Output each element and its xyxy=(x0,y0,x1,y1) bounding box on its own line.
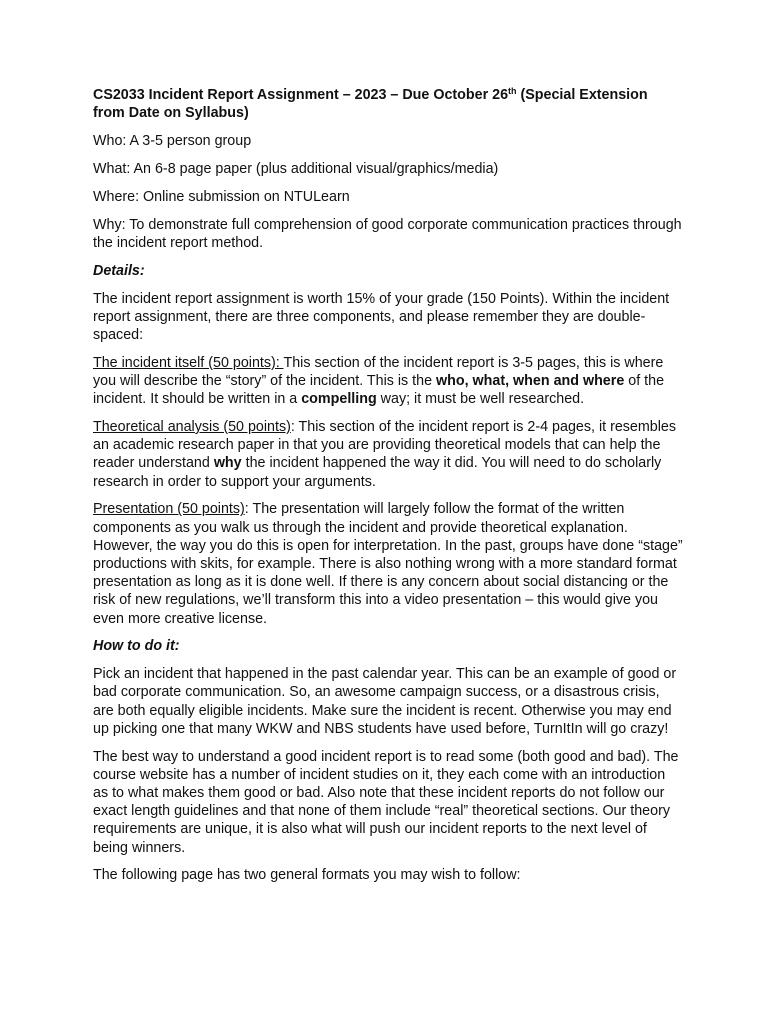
what-line: What: An 6-8 page paper (plus additional visual/graphics/media) xyxy=(93,161,499,178)
document-page xyxy=(93,86,683,894)
theory-text-1: : This section of the incident report is 2-4 pages, it resembles an academic research paper in that you are providing theoretical models that can help the reader understand xyxy=(93,419,677,472)
incident-bold-2: compelling xyxy=(301,391,377,408)
title-superscript: th xyxy=(508,86,517,96)
why-line: Why: To demonstrate full comprehension of good corporate communication practices through the incident report method. xyxy=(93,216,682,251)
theory-paragraph xyxy=(93,418,683,491)
howto-paragraph-3: The following page has two general formats you may wish to follow: xyxy=(93,867,521,884)
details-heading: Details: xyxy=(93,262,145,279)
theory-text-2: the incident happened the way it did. You will need to do scholarly research in order to support your arguments. xyxy=(93,455,662,490)
title-main: CS2033 Incident Report Assignment – 2023 – Due October 26 xyxy=(93,87,509,103)
incident-text-2: of the incident. It should be written in a xyxy=(93,373,665,408)
document-title xyxy=(93,86,683,122)
theory-bold-1: why xyxy=(213,455,242,472)
howto-paragraph-2: The best way to understand a good incident report is to read some (both good and bad). The course website has a number of incident studies on it, they each come with an introduction as to what makes them good or bad. Also note that these incident reports do not follow our exact length guidelines and that none of them include “real” theoretical sections. Our theory requirements are unique, it is also what will push our incident reports to the next level of being winners. xyxy=(93,748,679,856)
incident-paragraph xyxy=(93,354,683,409)
incident-text-1: This section of the incident report is 3-5 pages, this is where you will describe the “story” of the incident. This is the xyxy=(93,354,664,389)
presentation-text: : The presentation will largely follow the format of the written components as you walk us through the incident and provide theoretical explanation. However, the way you do this is open for interpretation. In the past, groups have done “stage” productions with skits, for example. There is also nothing wrong with a more standard format presentation as long as it is done well. If there is any concern about social distancing or the risk of new regulations, we’ll transform this into a video presentation – this would give you even more creative license. xyxy=(93,501,683,627)
incident-bold-1: who, what, when and where xyxy=(436,373,625,389)
incident-label: The incident itself (50 points): xyxy=(93,354,284,371)
presentation-paragraph xyxy=(93,500,683,627)
howto-paragraph-1: Pick an incident that happened in the past calendar year. This can be an example of good or bad corporate communication. So, an awesome campaign success, or a disastrous crisis, are both equally eligible incidents. Make sure the incident is recent. Otherwise you may end up picking one that many WKW and NBS students have used before, TurnItIn will go crazy! xyxy=(93,666,677,737)
howto-heading: How to do it: xyxy=(93,638,180,655)
presentation-label: Presentation (50 points) xyxy=(93,501,245,518)
theory-label: Theoretical analysis (50 points) xyxy=(93,419,291,435)
title-rest: (Special Extension from Date on Syllabus) xyxy=(93,87,648,122)
who-line: Who: A 3-5 person group xyxy=(93,133,252,150)
incident-text-3: way; it must be well researched. xyxy=(376,391,585,408)
details-intro: The incident report assignment is worth 15% of your grade (150 Points). Within the incident report assignment, there are three components, and please remember they are double-spaced: xyxy=(93,290,670,343)
where-line: Where: Online submission on NTULearn xyxy=(93,189,350,205)
